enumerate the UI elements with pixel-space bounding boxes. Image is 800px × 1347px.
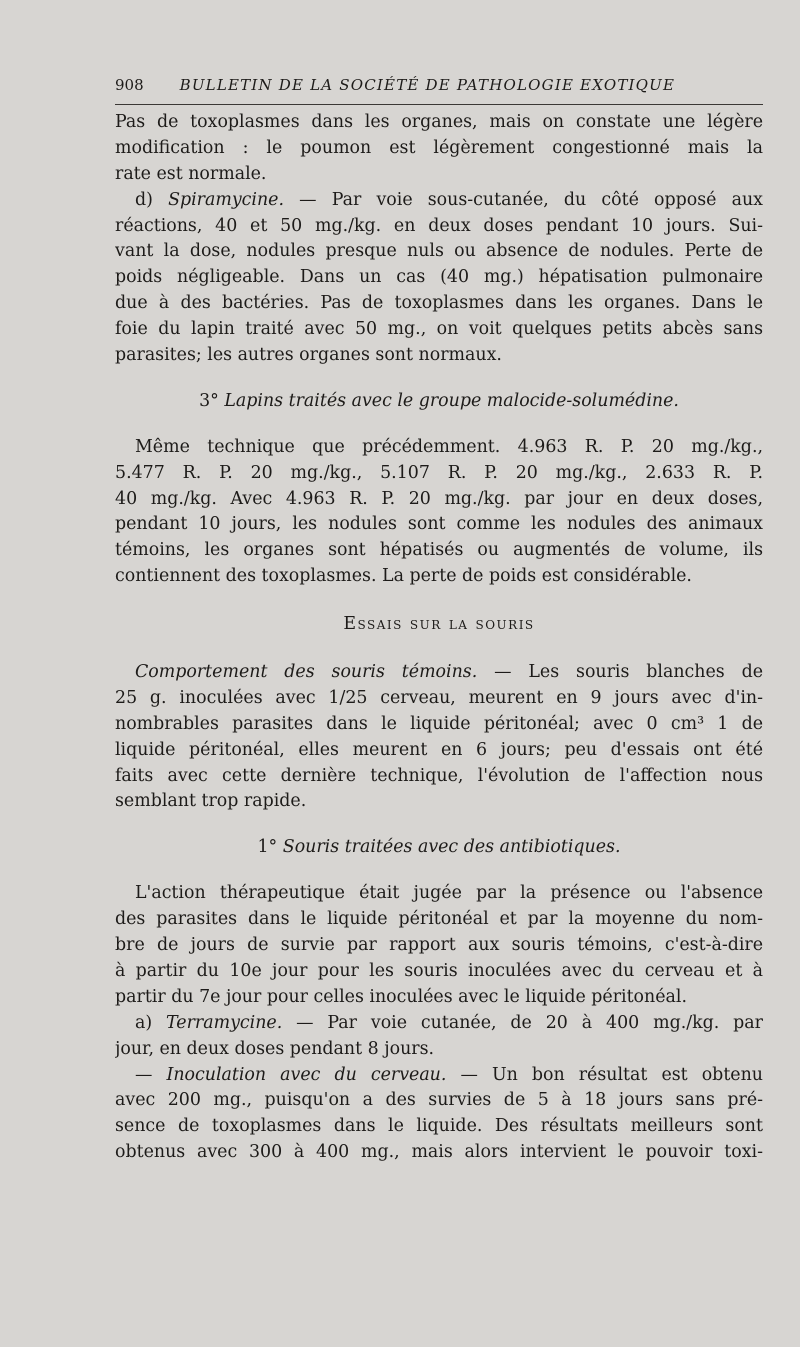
text-line: 25 g. inoculées avec 1/25 cerveau, meurent en 9 jours avec d'in- [115, 687, 763, 708]
heading-number: 3° [199, 390, 225, 411]
text-line: rate est normale. [115, 163, 267, 184]
heading-text: Souris traitées avec des antibiotiques. [282, 837, 621, 858]
text-line: foie du lapin traité avec 50 mg., on voit quelques petits abcès sans [115, 319, 763, 340]
text-line: pendant 10 jours, les nodules sont comme les nodules des animaux [115, 514, 763, 535]
journal-title: BULLETIN DE LA SOCIÉTÉ DE PATHOLOGIE EXOTIQUE [179, 76, 676, 94]
text-run: — Un bon résultat est obtenu [446, 1064, 763, 1085]
text-line: des parasites dans le liquide péritonéal et par la moyenne du nom- [115, 909, 763, 930]
text-line: à partir du 10e jour pour les souris inoculées avec du cerveau et à [115, 960, 763, 981]
drug-name: Terramycine. [166, 1012, 283, 1033]
heading-number: 1° [257, 837, 283, 858]
heading-text: Lapins traités avec le groupe malocide-solumédine. [224, 390, 679, 411]
text-line: Pas de toxoplasmes dans les organes, mais on constate une légère [115, 112, 763, 132]
text-line: avec 200 mg., puisqu'on a des survies de 5 à 18 jours sans pré- [115, 1090, 763, 1111]
text-line: modification : le poumon est légèrement congestionné mais la [115, 137, 763, 158]
paragraph-inoculation-start [115, 1063, 763, 1089]
running-head [115, 76, 760, 100]
text-line: jour, en deux doses pendant 8 jours. [115, 1038, 435, 1059]
text-line: due à des bactéries. Pas de toxoplasmes dans les organes. Dans le [115, 293, 763, 314]
text-line: faits avec cette dernière technique, l'évolution de l'affection nous [115, 765, 763, 786]
text-line: parasites; les autres organes sont normaux. [115, 345, 502, 366]
text-line: bre de jours de survie par rapport aux souris témoins, c'est-à-dire [115, 935, 763, 956]
text-run: — Par voie cutanée, de 20 à 400 mg./kg. par [282, 1012, 763, 1033]
text-line: témoins, les organes sont hépatisés ou augmentés de volume, ils [115, 540, 763, 561]
section-heading-souris: Essais sur la souris [343, 614, 535, 635]
text-line: poids négligeable. Dans un cas (40 mg.) hépatisation pulmonaire [115, 267, 763, 288]
item-label: a) [135, 1012, 167, 1033]
paragraph-temoins-start [115, 660, 763, 686]
paragraph-lead: Inoculation avec du cerveau. [166, 1064, 447, 1085]
dash: — [135, 1064, 167, 1085]
text-line: semblant trop rapide. [115, 791, 307, 812]
text-run: — Les souris blanches de [477, 662, 763, 683]
text-line: liquide péritonéal, elles meurent en 6 jours; peu d'essais ont été [115, 739, 763, 760]
text-line: sence de toxoplasmes dans le liquide. Des résultats meilleurs sont [115, 1116, 763, 1137]
text-line: nombrables parasites dans le liquide péritonéal; avec 0 cm³ 1 de [115, 713, 763, 734]
text-run: — Par voie sous-cutanée, du côté opposé aux [284, 189, 763, 210]
drug-name: Spiramycine. [168, 189, 285, 210]
text-line: obtenus avec 300 à 400 mg., mais alors intervient le pouvoir toxi- [115, 1142, 763, 1163]
text-line: contiennent des toxoplasmes. La perte de poids est considérable. [115, 566, 692, 587]
header-rule [115, 104, 763, 105]
text-line: Même technique que précédemment. 4.963 R. P. 20 mg./kg., [135, 436, 763, 457]
text-line: vant la dose, nodules presque nuls ou absence de nodules. Perte de [115, 241, 763, 262]
paragraph-lead: Comportement des souris témoins. [135, 662, 478, 683]
text-line: L'action thérapeutique était jugée par la présence ou l'absence [135, 883, 763, 904]
paragraph-spiramycine-start [115, 188, 763, 214]
text-line: 5.477 R. P. 20 mg./kg., 5.107 R. P. 20 mg./kg., 2.633 R. P. [115, 462, 763, 483]
text-line: réactions, 40 et 50 mg./kg. en deux doses pendant 10 jours. Sui- [115, 215, 763, 236]
text-line: partir du 7e jour pour celles inoculées avec le liquide péritonéal. [115, 986, 687, 1007]
text-line: 40 mg./kg. Avec 4.963 R. P. 20 mg./kg. par jour en deux doses, [115, 488, 763, 509]
section-heading-lapins [115, 389, 763, 415]
body-text [115, 110, 763, 1166]
item-label: d) [135, 189, 169, 210]
page-number: 908 [115, 76, 144, 94]
section-heading-antibiotiques [115, 835, 763, 861]
paragraph-terramycine-start [115, 1011, 763, 1037]
